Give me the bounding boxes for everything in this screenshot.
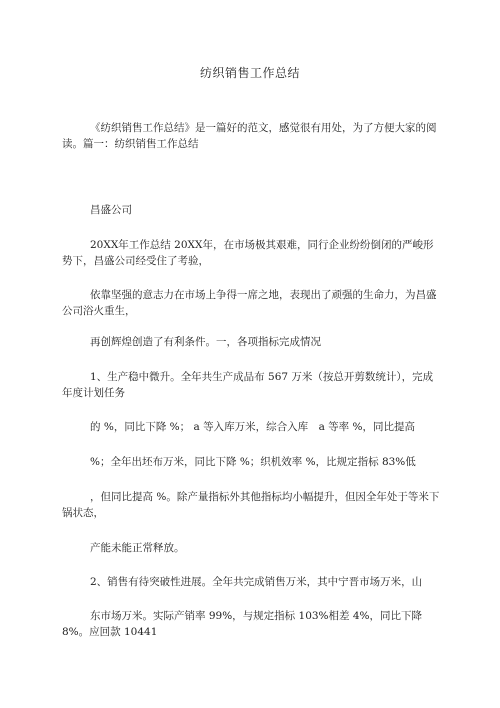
company-name: 昌盛公司: [90, 204, 132, 216]
production-paragraph-2: 的 %，同比下降 %； a 等入库万米，综合入库 a 等率 %，同比提高: [90, 421, 415, 433]
sales-paragraph: 2、销售有待突破性进展。全年共完成销售万米，其中宁晋市场万米，山: [90, 576, 423, 588]
sales-paragraph-2: 东市场万米。实际产销率 99%，与规定指标 103%相差 4%，同比下降 8%。应回款 10441: [62, 610, 423, 638]
summary-paragraph-2: 依靠坚强的意志力在市场上争得一席之地，表现出了顽强的生命力，为昌盛公司浴火重生，: [62, 289, 437, 317]
production-paragraph: 1、生产稳中微升。全年共生产成品布 567 万米（按总开剪数统计），完成年度计划任务: [62, 371, 434, 399]
intro-paragraph: 《纺织销售工作总结》是一篇好的范文，感觉很有用处，为了方便大家的阅读。篇一：纺织销售工作总结: [62, 122, 437, 150]
production-paragraph-4: ，但同比提高 %。除产量指标外其他指标均小幅提升，但因全年处于等米下锅状态，: [62, 491, 440, 519]
summary-paragraph-1: 20XX年工作总结 20XX年，在市场极其艰难，同行企业纷纷倒闭的严峻形势下，昌盛公司经受住了考验，: [62, 239, 434, 267]
production-paragraph-5: 产能未能正常释放。: [90, 542, 185, 554]
production-paragraph-3: %；全年出坯布万米，同比下降 %；织机效率 %，比规定指标 83%低: [90, 456, 416, 468]
document-title: 纺织销售工作总结: [199, 66, 300, 80]
summary-paragraph-3: 再创辉煌创造了有利条件。一，各项指标完成情况: [90, 336, 321, 348]
